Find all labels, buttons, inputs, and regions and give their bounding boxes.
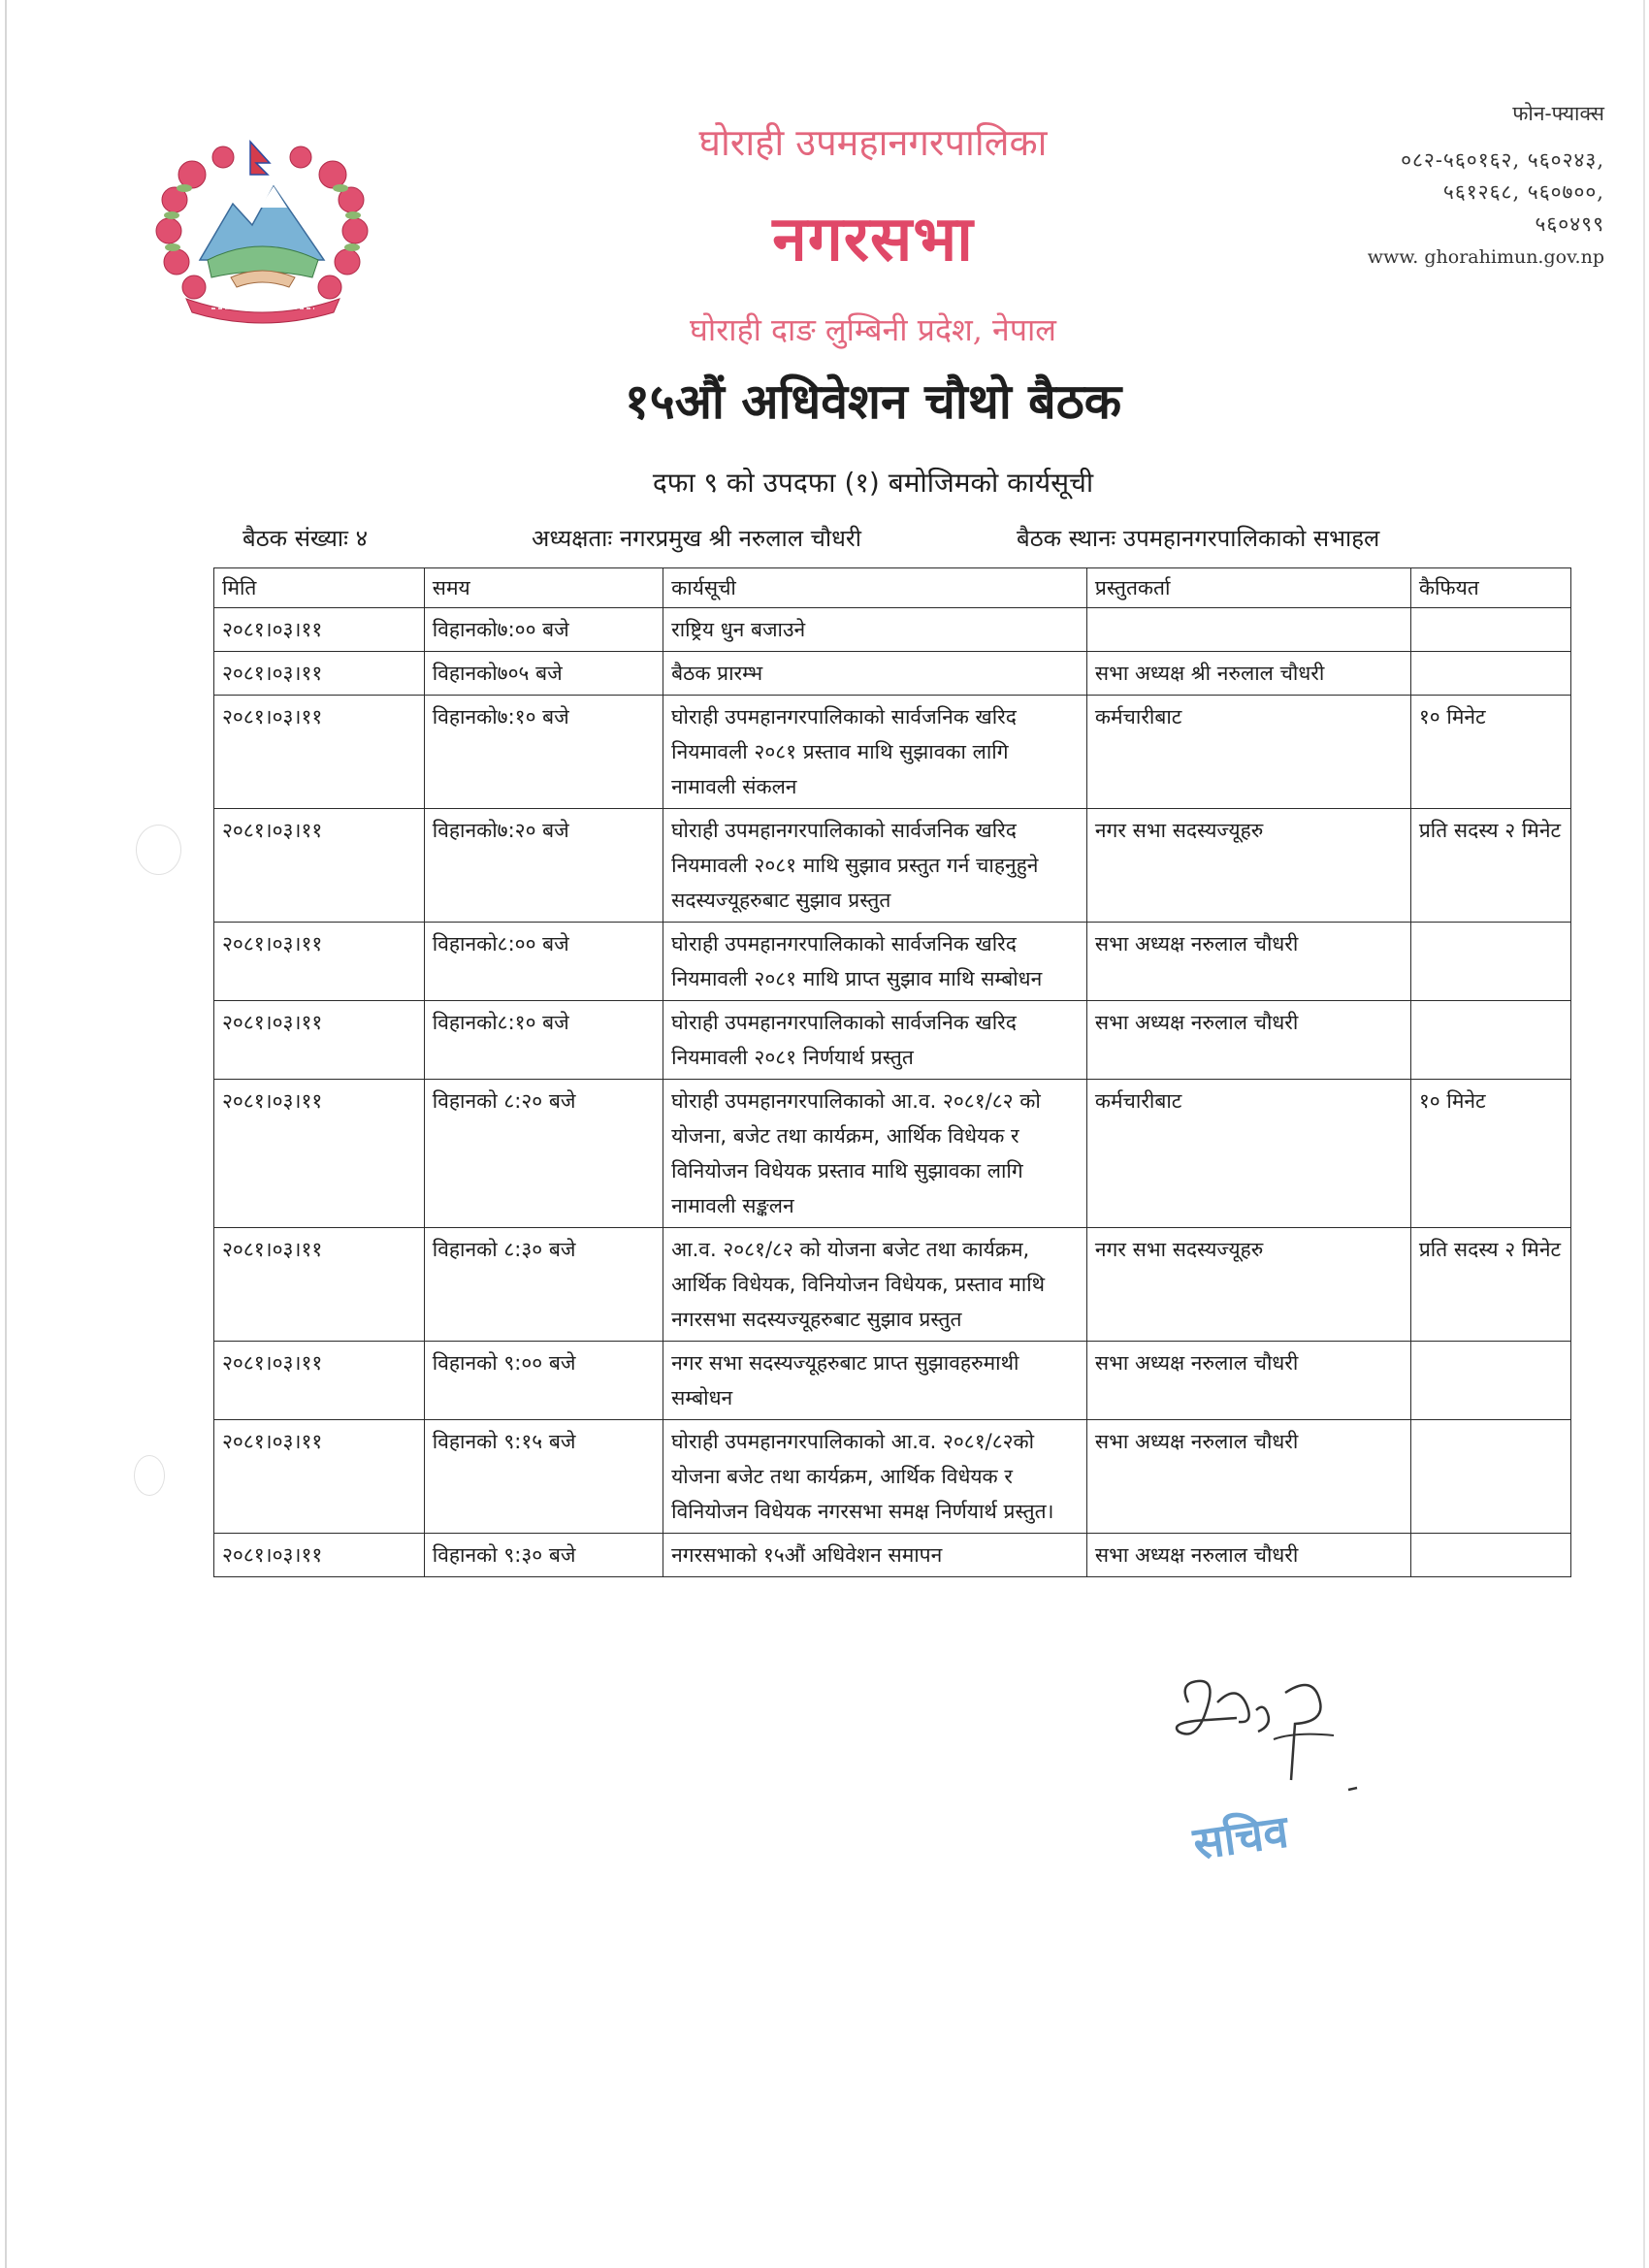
website-link[interactable]: www. ghorahimun.gov.np (1367, 246, 1604, 268)
phone-number-line: ५६०४९९ (1535, 212, 1604, 236)
column-header-agenda: कार्यसूची (663, 568, 1087, 608)
cell-remarks (1410, 923, 1570, 1001)
cell-agenda-item: घोराही उपमहानगरपालिकाको आ.व. २०८१/८२को योजना बजेट तथा कार्यक्रम, आर्थिक विधेयक र विनियोजन विधेयक नगरसभा समक्ष निर्णयार्थ प्रस्तुत। (663, 1420, 1087, 1534)
cell-agenda-item: बैठक प्रारम्भ (663, 652, 1087, 696)
scan-edge-right (1643, 0, 1645, 2268)
secretary-stamp: सचिव (1189, 1804, 1292, 1870)
cell-agenda-item: घोराही उपमहानगरपालिकाको सार्वजनिक खरिद नियमावली २०८१ निर्णयार्थ प्रस्तुत (663, 1001, 1087, 1080)
cell-remarks: प्रति सदस्य २ मिनेट (1410, 1228, 1570, 1342)
table-row (214, 1342, 1571, 1420)
cell-agenda-item: घोराही उपमहानगरपालिकाको आ.व. २०८१/८२ को योजना, बजेट तथा कार्यक्रम, आर्थिक विधेयक र विनियोजन विधेयक प्रस्ताव माथि सुझावका लागि नामावली सङ्कलन (663, 1080, 1087, 1228)
cell-agenda-item: राष्ट्रिय धुन बजाउने (663, 608, 1087, 652)
nepal-government-emblem-icon (153, 136, 372, 330)
cell-agenda-item: नगर सभा सदस्यज्यूहरुबाट प्राप्त सुझावहरुमाथी सम्बोधन (663, 1342, 1087, 1420)
meeting-chair: अध्यक्षताः नगरप्रमुख श्री नरुलाल चौधरी (532, 525, 861, 552)
table-row (214, 1228, 1571, 1342)
agenda-table (213, 567, 1571, 1577)
cell-presenter: सभा अध्यक्ष नरुलाल चौधरी (1086, 1001, 1410, 1080)
cell-time: विहानको८:१० बजे (424, 1001, 663, 1080)
council-title: नगरसभा (772, 204, 974, 275)
municipality-name: घोराही उपमहानगरपालिका (698, 121, 1048, 164)
cell-presenter (1086, 608, 1410, 652)
column-header-date: मिति (214, 568, 425, 608)
cell-agenda-item: घोराही उपमहानगरपालिकाको सार्वजनिक खरिद नियमावली २०८१ माथि प्राप्त सुझाव माथि सम्बोधन (663, 923, 1087, 1001)
table-row (214, 809, 1571, 923)
cell-time: विहानको८:०० बजे (424, 923, 663, 1001)
cell-agenda-item: नगरसभाको १५औं अधिवेशन समापन (663, 1534, 1087, 1577)
cell-date: २०८१।०३।११ (214, 809, 425, 923)
cell-presenter: सभा अध्यक्ष नरुलाल चौधरी (1086, 1420, 1410, 1534)
cell-time: विहानको७०५ बजे (424, 652, 663, 696)
cell-remarks (1410, 608, 1570, 652)
cell-presenter: सभा अध्यक्ष नरुलाल चौधरी (1086, 923, 1410, 1001)
meeting-venue: बैठक स्थानः उपमहानगरपालिकाको सभाहल (1017, 525, 1380, 552)
cell-time: विहानको ८:३० बजे (424, 1228, 663, 1342)
column-header-presenter: प्रस्तुतकर्ता (1086, 568, 1410, 608)
meeting-count: बैठक संख्याः ४ (242, 525, 369, 552)
cell-date: २०८१।०३।११ (214, 696, 425, 809)
cell-time: विहानको ८:२० बजे (424, 1080, 663, 1228)
cell-remarks (1410, 652, 1570, 696)
column-header-time: समय (424, 568, 663, 608)
table-row (214, 1080, 1571, 1228)
scan-edge-left (5, 0, 7, 2268)
cell-remarks (1410, 1001, 1570, 1080)
cell-remarks: १० मिनेट (1410, 1080, 1570, 1228)
cell-agenda-item: घोराही उपमहानगरपालिकाको सार्वजनिक खरिद नियमावली २०८१ माथि सुझाव प्रस्तुत गर्न चाहनुहुने सदस्यज्यूहरुबाट सुझाव प्रस्तुत (663, 809, 1087, 923)
cell-time: विहानको ९:०० बजे (424, 1342, 663, 1420)
cell-presenter: कर्मचारीबाट (1086, 1080, 1410, 1228)
cell-presenter: सभा अध्यक्ष नरुलाल चौधरी (1086, 1342, 1410, 1420)
table-row (214, 1420, 1571, 1534)
cell-time: विहानको७:१० बजे (424, 696, 663, 809)
punch-hole-mark (134, 1455, 165, 1496)
phone-fax-label: फोन-फ्याक्स (1512, 102, 1604, 125)
session-title: १५औं अधिवेशन चौथो बैठक (624, 373, 1122, 430)
cell-date: २०८१।०३।११ (214, 1534, 425, 1577)
cell-remarks: प्रति सदस्य २ मिनेट (1410, 809, 1570, 923)
cell-remarks (1410, 1342, 1570, 1420)
cell-presenter: कर्मचारीबाट (1086, 696, 1410, 809)
cell-presenter: सभा अध्यक्ष श्री नरुलाल चौधरी (1086, 652, 1410, 696)
punch-hole-mark (136, 825, 181, 875)
cell-agenda-item: घोराही उपमहानगरपालिकाको सार्वजनिक खरिद नियमावली २०८१ प्रस्ताव माथि सुझावका लागि नामावली संकलन (663, 696, 1087, 809)
cell-time: विहानको ९:३० बजे (424, 1534, 663, 1577)
signature-mark (1149, 1664, 1373, 1809)
cell-presenter: सभा अध्यक्ष नरुलाल चौधरी (1086, 1534, 1410, 1577)
cell-date: २०८१।०३।११ (214, 652, 425, 696)
cell-date: २०८१।०३।११ (214, 1420, 425, 1534)
table-row (214, 608, 1571, 652)
municipality-address: घोराही दाङ लुम्बिनी प्रदेश, नेपाल (690, 311, 1056, 348)
cell-time: विहानको७:०० बजे (424, 608, 663, 652)
table-row (214, 652, 1571, 696)
agenda-subtitle: दफा ९ को उपदफा (१) बमोजिमको कार्यसूची (652, 467, 1094, 499)
cell-presenter: नगर सभा सदस्यज्यूहरु (1086, 809, 1410, 923)
phone-number-line: ०८२-५६०१६२, ५६०२४३, (1401, 148, 1604, 172)
cell-remarks (1410, 1420, 1570, 1534)
column-header-remarks: कैफियत (1410, 568, 1570, 608)
table-row (214, 1001, 1571, 1080)
table-row (214, 923, 1571, 1001)
cell-remarks (1410, 1534, 1570, 1577)
cell-date: २०८१।०३।११ (214, 1001, 425, 1080)
cell-time: विहानको ९:१५ बजे (424, 1420, 663, 1534)
table-header-row (214, 568, 1571, 608)
cell-presenter: नगर सभा सदस्यज्यूहरु (1086, 1228, 1410, 1342)
cell-date: २०८१।०३।११ (214, 1228, 425, 1342)
cell-date: २०८१।०३।११ (214, 608, 425, 652)
cell-date: २०८१।०३।११ (214, 1080, 425, 1228)
table-row (214, 1534, 1571, 1577)
cell-date: २०८१।०३।११ (214, 923, 425, 1001)
phone-number-line: ५६१२६८, ५६०७००, (1442, 180, 1604, 204)
cell-remarks: १० मिनेट (1410, 696, 1570, 809)
table-row (214, 696, 1571, 809)
cell-date: २०८१।०३।११ (214, 1342, 425, 1420)
contact-block (1197, 100, 1604, 268)
cell-agenda-item: आ.व. २०८१/८२ को योजना बजेट तथा कार्यक्रम, आर्थिक विधेयक, विनियोजन विधेयक, प्रस्ताव माथि नगरसभा सदस्यज्यूहरुबाट सुझाव प्रस्तुत (663, 1228, 1087, 1342)
cell-time: विहानको७:२० बजे (424, 809, 663, 923)
